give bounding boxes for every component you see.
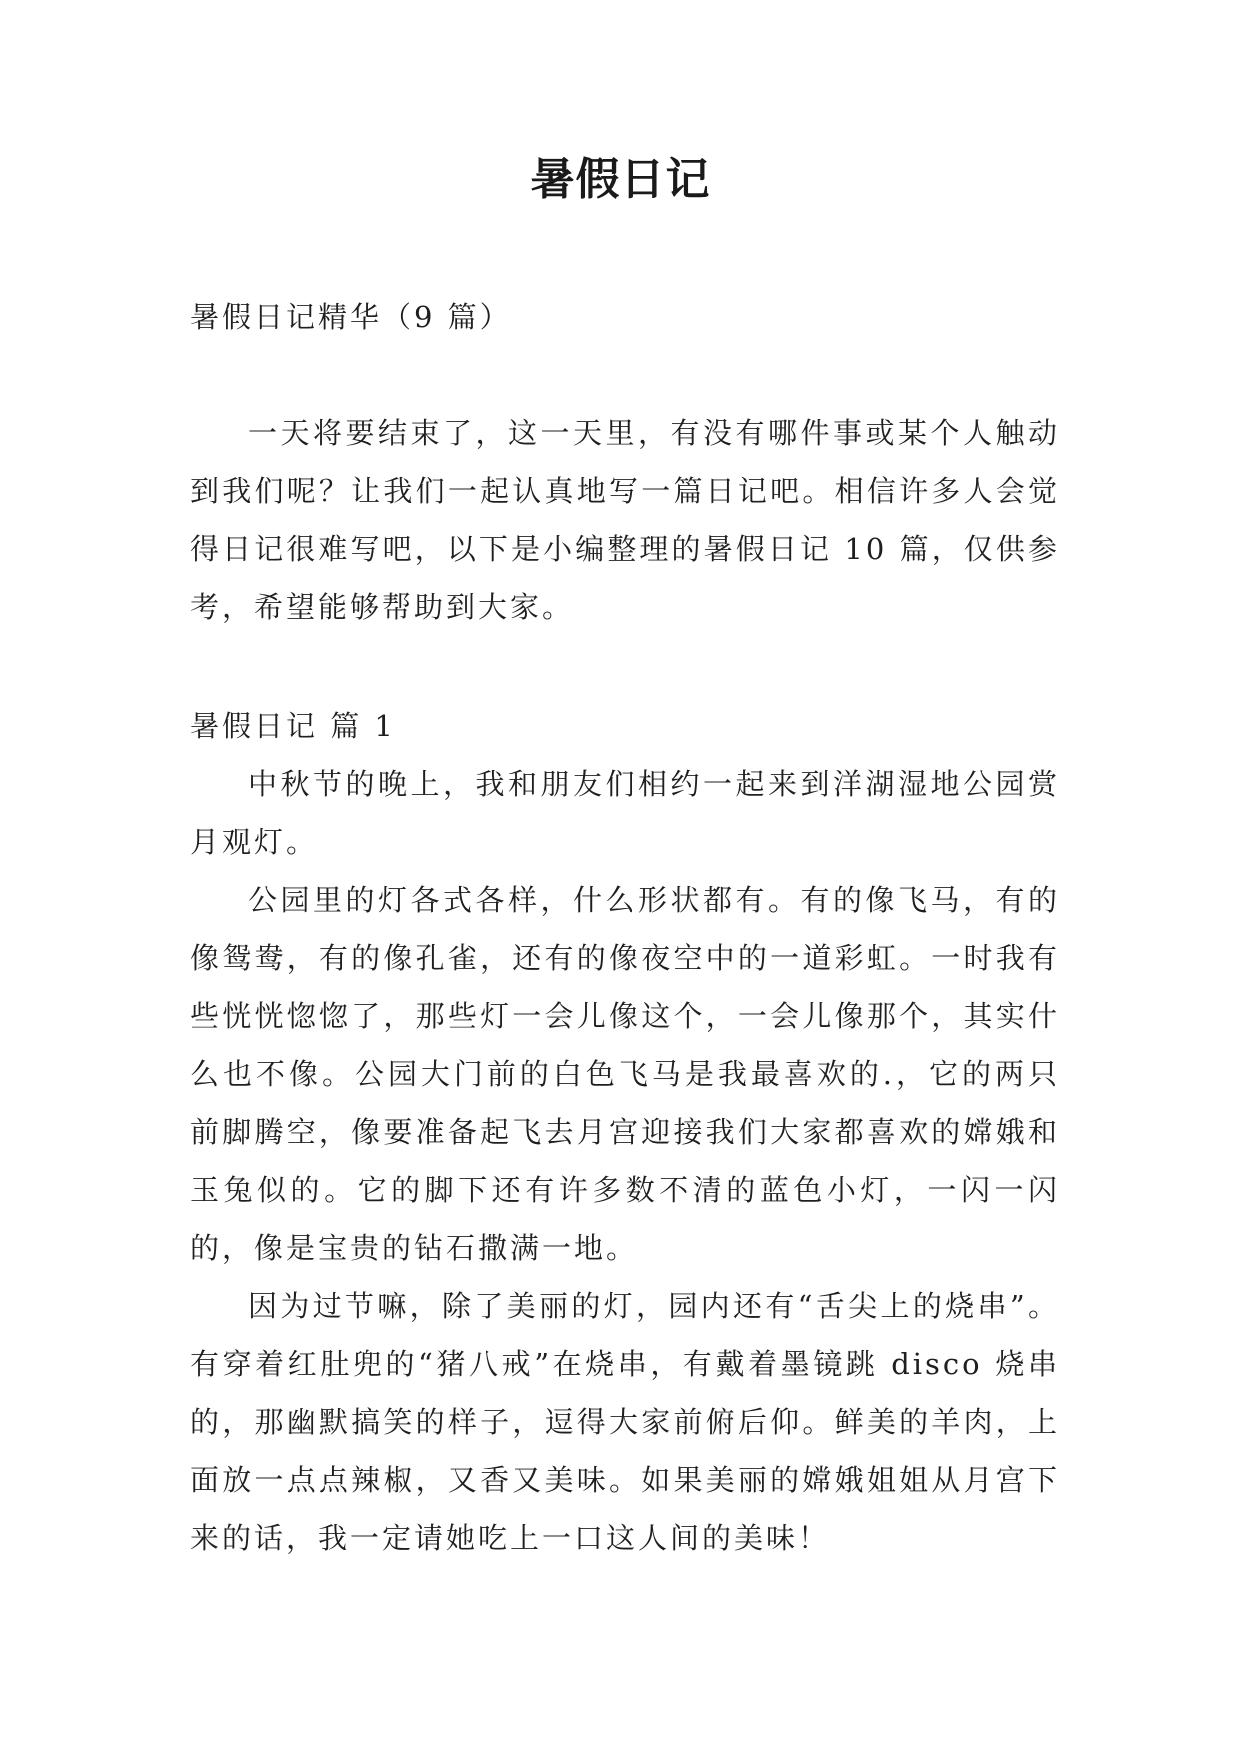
section-heading-text: 暑假日记 篇 1	[190, 709, 396, 743]
section-paragraph-3: 因为过节嘛，除了美丽的灯，园内还有“舌尖上的烧串”。有穿着红肚兜的“猪八戒”在烧串，有戴着墨镜跳 disco 烧串的，那幽默搞笑的样子，逗得大家前俯后仰。鲜美的羊肉，上面放一点点辣椒，又香又美味。如果美丽的嫦娥姐姐从月宫下来的话，我一定请她吃上一口这人间的美味！	[190, 1289, 1060, 1555]
intro-paragraph	[190, 404, 1060, 636]
intro-text: 一天将要结束了，这一天里，有没有哪件事或某个人触动到我们呢？让我们一起认真地写一篇日记吧。相信许多人会觉得日记很难写吧，以下是小编整理的暑假日记 10 篇，仅供参考，希望能够帮助到大家。	[190, 416, 1060, 624]
document-subtitle	[190, 288, 1060, 346]
document-title: 暑假日记	[530, 154, 711, 205]
section-paragraph-2: 公园里的灯各式各样，什么形状都有。有的像飞马，有的像鸳鸯，有的像孔雀，还有的像夜空中的一道彩虹。一时我有些恍恍惚惚了，那些灯一会儿像这个，一会儿像那个，其实什么也不像。公园大门前的白色飞马是我最喜欢的.，它的两只前脚腾空，像要准备起飞去月宫迎接我们大家都喜欢的嫦娥和玉兔似的。它的脚下还有许多数不清的蓝色小灯，一闪一闪的，像是宝贵的钻石撒满一地。	[190, 883, 1060, 1265]
subtitle-text: 暑假日记精华（9 篇）	[190, 300, 512, 334]
section-body	[190, 755, 1060, 1567]
section-heading	[190, 697, 1060, 755]
section-paragraph-1: 中秋节的晚上，我和朋友们相约一起来到洋湖湿地公园赏月观灯。	[190, 767, 1060, 859]
